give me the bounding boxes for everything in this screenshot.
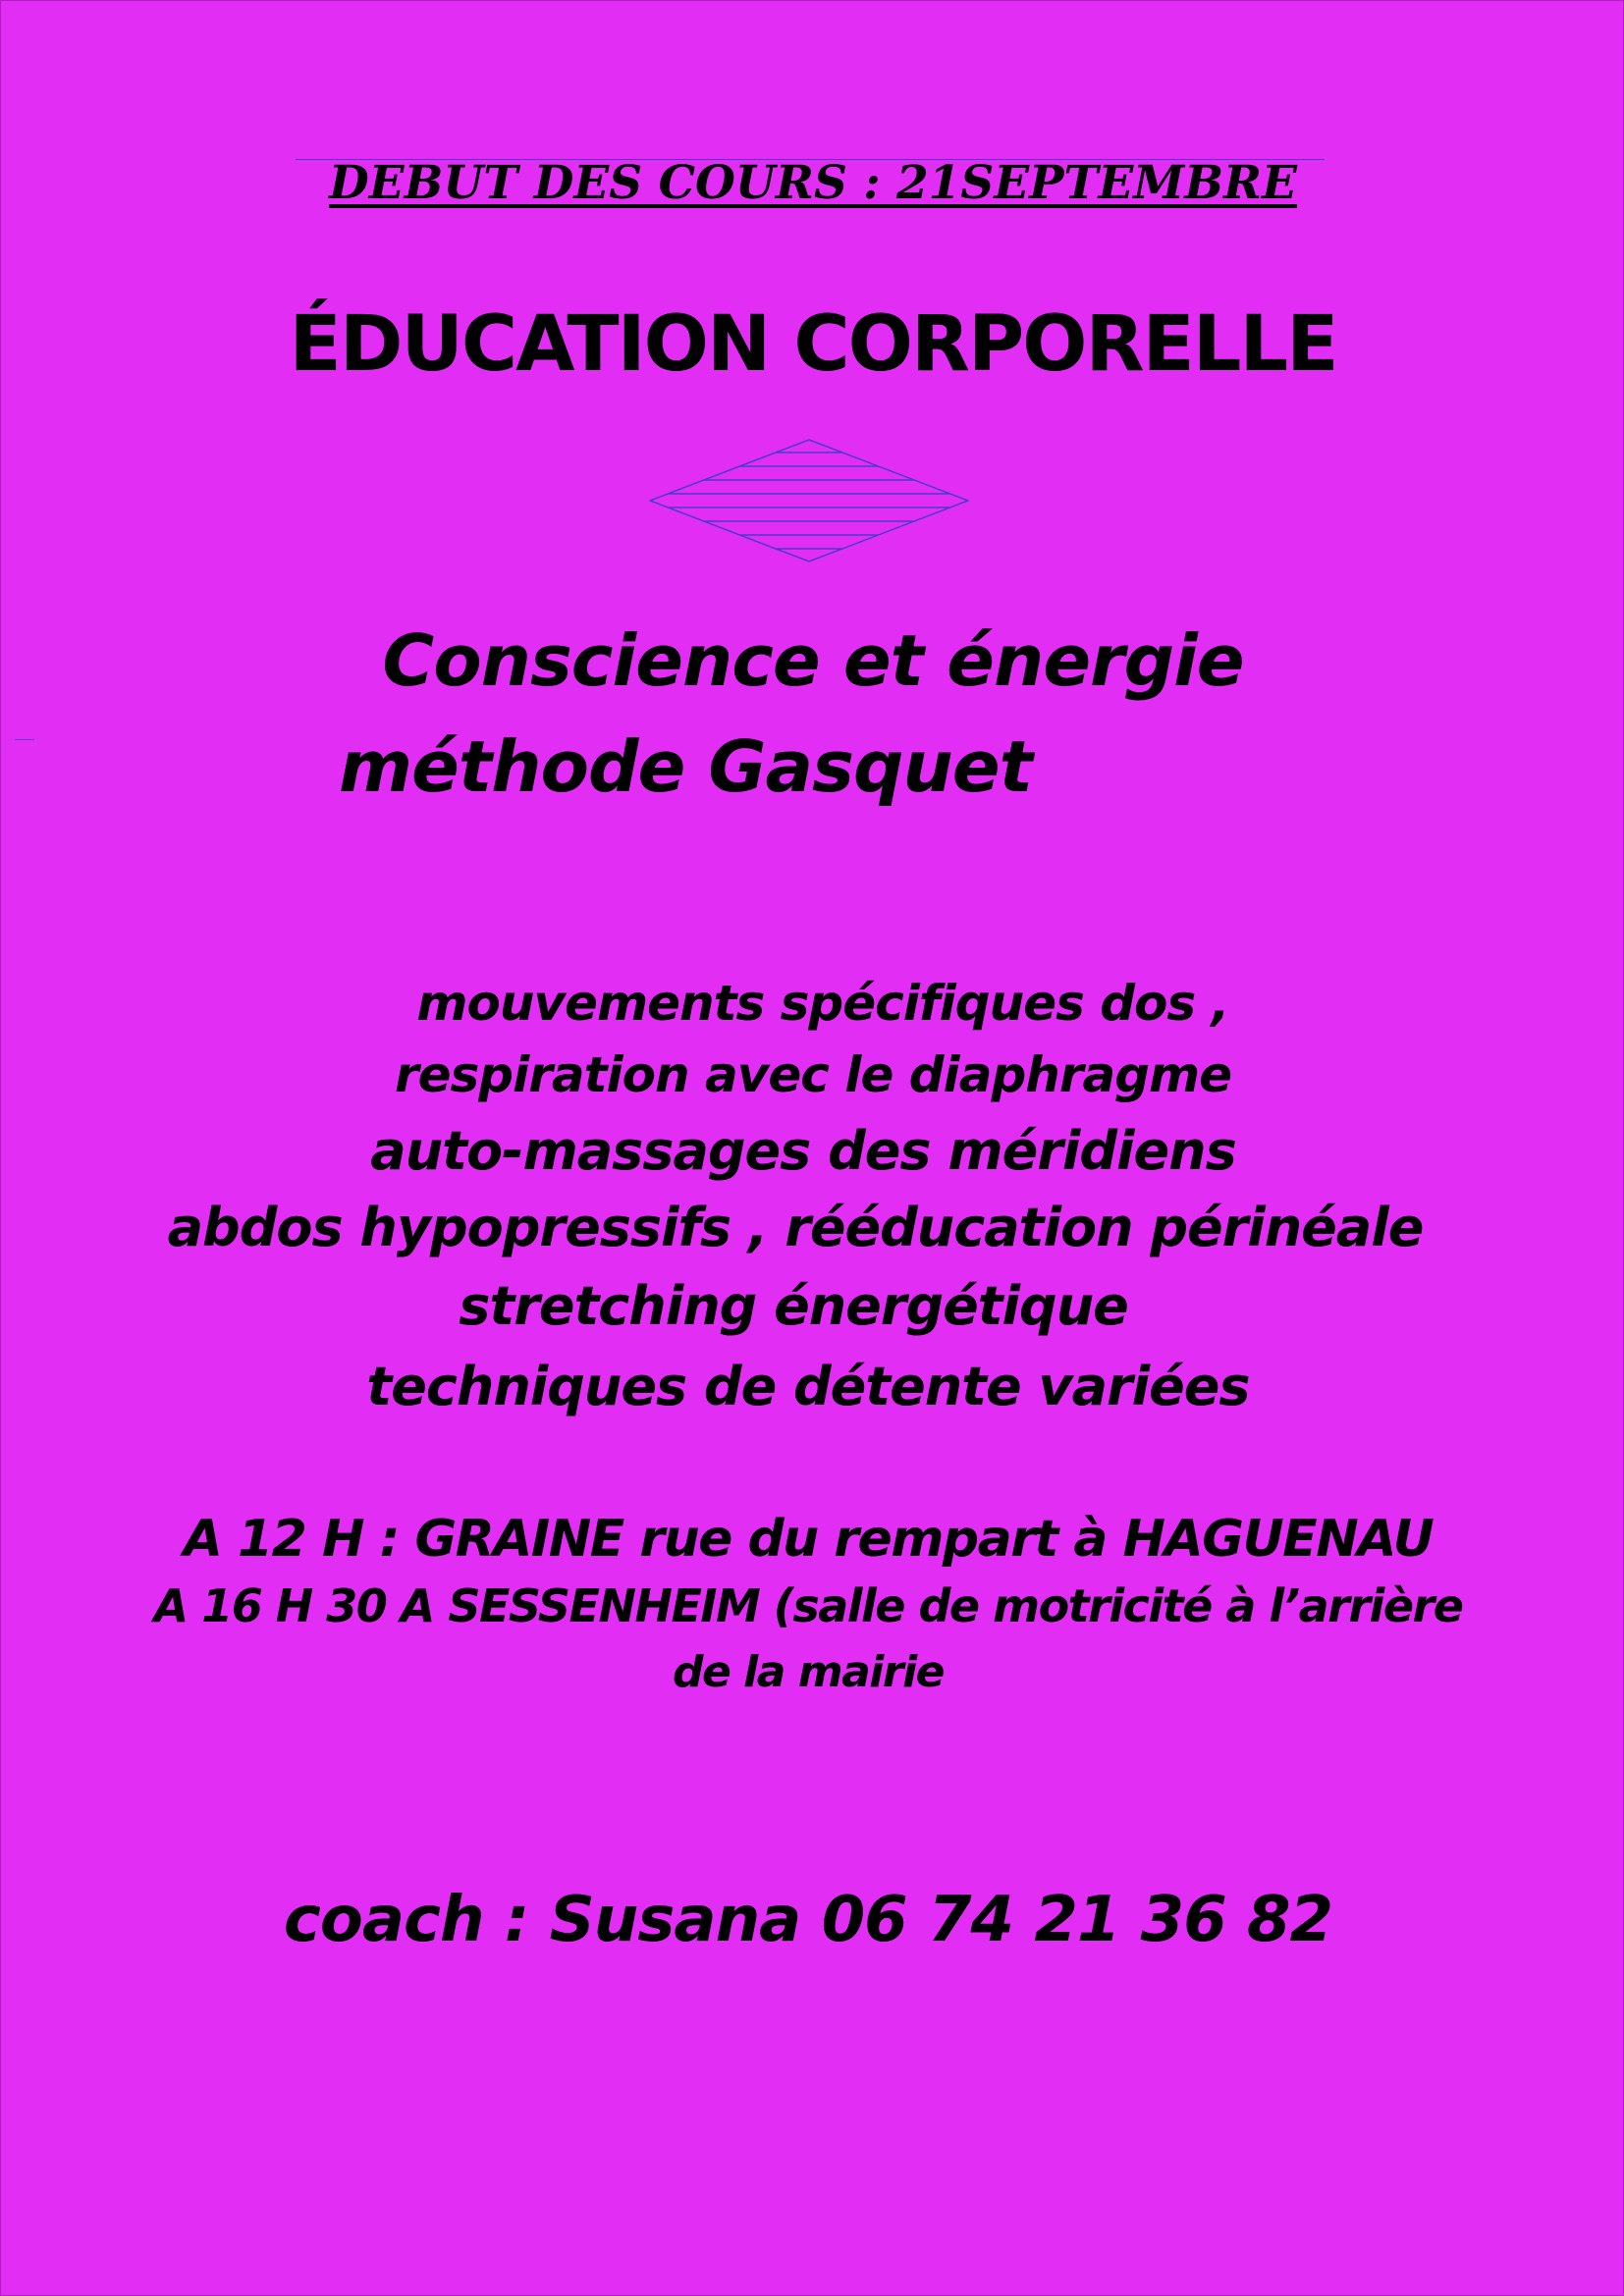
feature-item: techniques de détente variées [366,1356,1250,1417]
striped-diamond-icon [649,439,969,562]
coach-contact: coach : Susana 06 74 21 36 82 [283,1884,1333,1956]
subtitle-line-1: Conscience et énergie [382,619,1244,702]
feature-item: respiration avec le diaphragme [394,1046,1232,1103]
location-haguenau: A 12 H : GRAINE rue du rempart à HAGUENAU [183,1510,1434,1569]
feature-item: mouvements spécifiques dos , [416,975,1229,1032]
location-sessenheim-cont: de la mairie [673,1647,944,1697]
subtitle-line-2: méthode Gasquet [338,725,1033,808]
main-title: ÉDUCATION CORPORELLE [289,300,1337,389]
margin-mark [15,739,34,740]
feature-item: stretching énergétique [459,1275,1128,1337]
feature-item: auto-massages des méridiens [370,1120,1236,1182]
feature-item: abdos hypopressifs , rééducation périnéale [167,1197,1424,1258]
course-start-heading: DEBUT DES COURS : 21SEPTEMBRE [329,156,1297,210]
location-sessenheim: A 16 H 30 A SESSENHEIM (salle de motricité à l’arrière [153,1579,1463,1632]
